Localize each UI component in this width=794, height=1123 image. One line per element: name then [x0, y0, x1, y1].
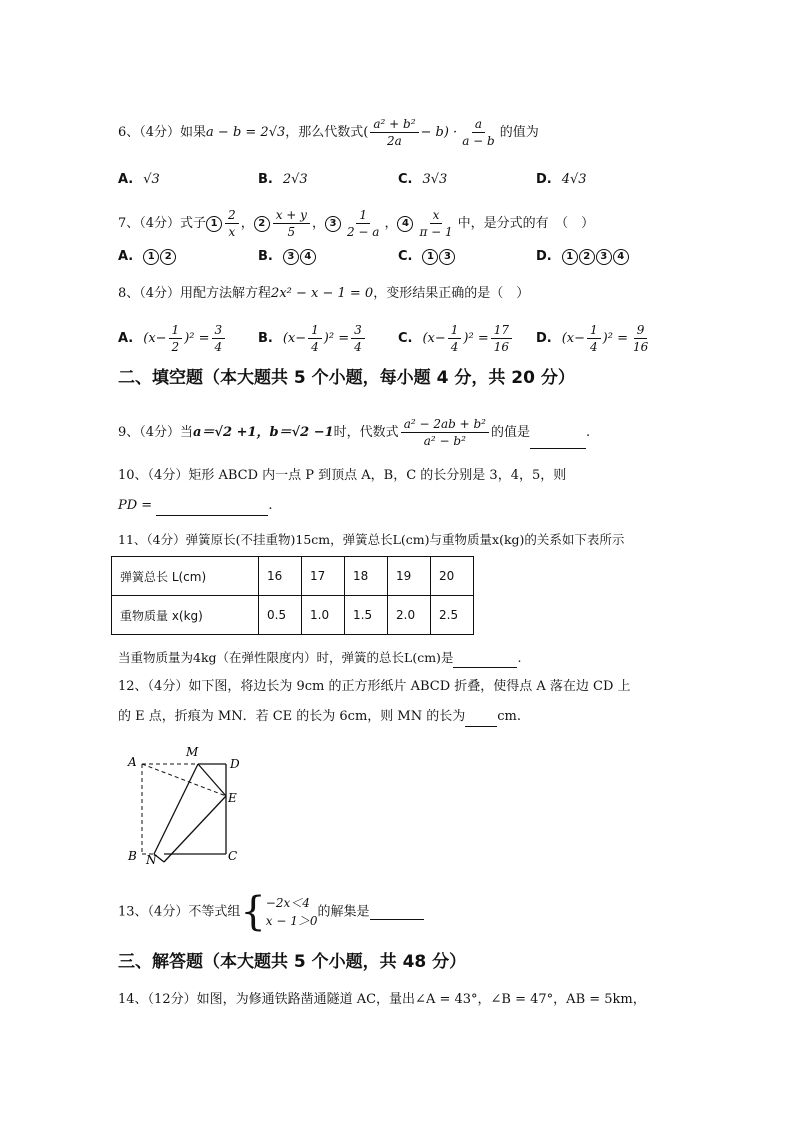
q8-d-rden: 16 — [632, 340, 649, 354]
q12-line2-text: 的 E 点，折痕为 MN．若 CE 的长为 6cm，则 MN 的长为 — [118, 709, 466, 724]
q6-option-a-label: A. — [118, 172, 134, 187]
q7-item-4-den: π − 1 — [419, 225, 453, 239]
label-m: M — [186, 745, 199, 759]
q7-b-mark-2: 4 — [300, 249, 316, 265]
q8-b-den: 4 — [311, 340, 319, 354]
q11-cell: 1.0 — [302, 596, 345, 635]
q7-item-4-num: x — [430, 207, 443, 224]
q7-option-b-label: B. — [258, 249, 273, 264]
q8-option-c-label: C. — [398, 331, 413, 346]
label-c: C — [228, 849, 238, 863]
q6-option-a[interactable] — [118, 170, 160, 190]
q11-stem: 11、（4分）弹簧原长(不挂重物)15cm，弹簧总长L(cm)与重物质量x(kg)的关系如下表所示 — [118, 532, 625, 547]
q7-stem: 7、（4分）式子 1 $\frac{2}{x}$ ， 2 $\frac{x + y}{5}$ ， 3 $\frac{1}{2 - a}$ ， 4 $\frac{x}{\pi - 1}$ 中，是分式的有 （ ） — [118, 208, 595, 239]
crease-mn — [154, 764, 198, 854]
q7-item-2-den: 5 — [287, 225, 296, 239]
q11-row1-head: 弹簧总长 L(cm) — [112, 557, 259, 596]
table-row — [112, 557, 474, 596]
q7-option-a[interactable] — [118, 247, 177, 267]
q8-option-b-label: B. — [258, 331, 273, 346]
q7-mark-4: 4 — [397, 216, 413, 232]
q9-mid: 时，代数式 — [333, 425, 399, 440]
q10-line2 — [118, 496, 272, 516]
q6-fraction-2 — [459, 116, 498, 149]
q7-item-1-den: x — [228, 225, 236, 239]
q12-answer-blank[interactable] — [465, 712, 497, 727]
q8-b-frac — [308, 322, 322, 355]
q7-a-mark-2: 2 — [160, 249, 176, 265]
q8-b-rden: 4 — [354, 340, 362, 354]
q6-option-b-label: B. — [258, 172, 273, 187]
q8-c-den: 4 — [450, 340, 459, 354]
label-d: D — [230, 757, 240, 771]
q7-item-2-num: x + y — [273, 207, 310, 224]
q7-item-3 — [344, 207, 382, 240]
q12-fold-diagram — [120, 740, 250, 870]
fold-me — [198, 764, 226, 796]
q9-answer-blank[interactable] — [530, 434, 586, 449]
q11-cell: 19 — [388, 557, 431, 596]
q6-frac2-num: a — [472, 116, 485, 133]
q8-c-frac — [448, 322, 462, 355]
q7-item-3-num: 1 — [356, 207, 370, 224]
q9-den: a² − b² — [423, 434, 466, 448]
q8-a-frac — [169, 322, 183, 355]
q7-option-a-label: A. — [118, 249, 134, 264]
q6-frac2-den: a − b — [462, 134, 495, 148]
q14-stem: 14、（12分）如图，为修通铁路凿通隧道 AC，量出∠A = 43°，∠B = 47°，AB = 5km， — [118, 992, 646, 1007]
q7-item-1 — [225, 207, 239, 240]
q8-a-rhs — [212, 322, 226, 355]
q7-stem-a: 7、（4分）式子 — [118, 216, 207, 231]
q6-stem-b: 的值为 — [499, 125, 539, 140]
label-e: E — [228, 791, 237, 805]
q7-c-mark-1: 1 — [422, 249, 438, 265]
q7-d-mark-4: 4 — [613, 249, 629, 265]
q13-stem-b: 的解集是 — [317, 904, 370, 920]
q6-fraction-1 — [370, 116, 418, 149]
q11-cell: 20 — [431, 557, 474, 596]
q8-stem-a: 8、（4分）用配方法解方程 — [118, 286, 272, 301]
q8-b-num: 1 — [308, 322, 322, 339]
q8-d-rhs — [630, 322, 651, 355]
q9-values: a＝√2 +1，b＝√2 −1 — [193, 425, 334, 440]
q13-answer-blank[interactable] — [370, 905, 424, 920]
q7-a-mark-1: 1 — [143, 249, 159, 265]
q8-a-rden: 4 — [214, 340, 223, 354]
q7-mark-3: 3 — [325, 216, 341, 232]
label-b: B — [128, 849, 137, 863]
q7-d-mark-1: 1 — [562, 249, 578, 265]
q8-c-num: 1 — [448, 322, 462, 339]
q8-option-a[interactable]: A. (x− $\frac{1}{2}$ )² = $\frac{3}{4}$ — [118, 322, 227, 355]
q9-end: . — [586, 425, 591, 440]
q11-answer-blank[interactable] — [453, 653, 517, 668]
q6-frac1-num: a² + b² — [370, 116, 418, 133]
q11-cell: 0.5 — [259, 596, 302, 635]
q6-option-c-label: C. — [398, 172, 413, 187]
q13-brace: { — [240, 889, 266, 935]
q7-mark-2: 2 — [254, 216, 270, 232]
q8-option-c[interactable]: C. (x− $\frac{1}{4}$ )² = $\frac{17}{16}$ — [398, 322, 514, 355]
q8-c-rnum: 17 — [491, 322, 512, 339]
q8-option-a-label: A. — [118, 331, 134, 346]
q8-d-den: 4 — [590, 340, 598, 354]
q12-line2 — [118, 707, 521, 727]
q13-stem-a: 13、（4分）不等式组 — [118, 904, 241, 920]
q8-a-num: 1 — [169, 322, 183, 339]
q6-expr-open: ( — [363, 125, 369, 140]
q7-item-4 — [416, 207, 455, 240]
q8-a-den: 2 — [171, 340, 180, 354]
q7-option-b[interactable] — [258, 247, 317, 267]
q6-condition: a − b = 2√3 — [206, 125, 286, 140]
q11-cell: 16 — [259, 557, 302, 596]
section-2-heading: 二、填空题（本大题共 5 个小题，每小题 4 分，共 20 分） — [118, 368, 575, 388]
q7-item-1-num: 2 — [225, 207, 239, 224]
q13-stem — [118, 889, 424, 935]
q11-cell: 17 — [302, 557, 345, 596]
q10-end: . — [268, 498, 273, 513]
q6-option-b[interactable] — [258, 170, 308, 190]
q8-stem-b: ，变形结果正确的是（ ） — [373, 286, 530, 301]
q7-d-mark-2: 2 — [579, 249, 595, 265]
q8-option-d[interactable]: D. (x− $\frac{1}{4}$ )² = $\frac{9}{16}$ — [536, 322, 653, 355]
q8-d-rnum: 9 — [634, 322, 648, 339]
q8-option-d-label: D. — [536, 331, 552, 346]
q7-option-c-label: C. — [398, 249, 413, 264]
fold-e-b — [164, 796, 226, 862]
section-3-heading: 三、解答题（本大题共 5 个小题，共 48 分） — [118, 952, 467, 972]
q10-pd: PD = — [118, 498, 153, 513]
q6-expr-tail: − b) · — [420, 125, 458, 140]
q8-d-num: 1 — [587, 322, 601, 339]
q9-fraction — [401, 416, 489, 449]
q11-after-text: 当重物质量为4kg（在弹性限度内）时，弹簧的总长L(cm)是 — [118, 650, 454, 665]
q6-option-d-label: D. — [536, 172, 552, 187]
q8-d-frac — [587, 322, 601, 355]
q9-num: a² − 2ab + b² — [401, 416, 489, 433]
q13-ineq-1: −2x＜4 — [265, 896, 310, 910]
q6-option-d[interactable] — [536, 170, 587, 190]
q7-item-3-den: 2 − a — [346, 225, 380, 239]
q6-frac1-den: 2a — [387, 134, 402, 148]
q11-end: . — [517, 650, 522, 665]
q9-stem-b: 的值是 — [490, 425, 530, 440]
q8-c-rden: 16 — [493, 340, 510, 354]
q11-cell: 2.0 — [388, 596, 431, 635]
q6-stem — [118, 116, 539, 149]
q11-cell: 18 — [345, 557, 388, 596]
q11-after — [118, 648, 521, 668]
q13-ineq-2: x − 1＞0 — [265, 914, 318, 928]
q7-b-mark-1: 3 — [283, 249, 299, 265]
q7-stem-b: 中，是分式的有 （ ） — [457, 216, 595, 231]
q11-row2-head: 重物质量 x(kg) — [112, 596, 259, 635]
q6-option-b-text: 2√3 — [282, 172, 308, 187]
q10-line1: 10、（4分）矩形 ABCD 内一点 P 到顶点 A，B，C 的长分别是 3，4，5，则 — [118, 468, 567, 483]
q6-mid: ，那么代数式 — [285, 125, 364, 140]
q8-a-rnum: 3 — [212, 322, 226, 339]
q7-option-d-label: D. — [536, 249, 552, 264]
q12-line1: 12、（4分）如下图，将边长为 9cm 的正方形纸片 ABCD 折叠，使得点 A 落在边 CD 上 — [118, 679, 631, 694]
q6-option-c[interactable] — [398, 170, 447, 190]
q13-system — [266, 894, 318, 930]
q8-option-b[interactable]: B. (x− $\frac{1}{4}$ )² = $\frac{3}{4}$ — [258, 322, 367, 355]
q8-equation: 2x² − x − 1 = 0 — [271, 286, 374, 301]
q8-b-rhs — [351, 322, 365, 355]
q9-stem-a: 9、（4分）当 — [118, 425, 194, 440]
q11-cell: 2.5 — [431, 596, 474, 635]
q11-table — [111, 556, 474, 635]
q6-option-d-text: 4√3 — [561, 172, 587, 187]
q12-unit: cm. — [497, 709, 521, 724]
q7-option-d[interactable] — [536, 247, 630, 267]
q7-option-c[interactable] — [398, 247, 456, 267]
q8-c-rhs — [491, 322, 512, 355]
q7-c-mark-2: 3 — [439, 249, 455, 265]
label-n: N — [146, 853, 157, 867]
q6-option-c-text: 3√3 — [422, 172, 448, 187]
q10-answer-blank[interactable] — [156, 501, 268, 516]
q6-stem-a: 6、（4分）如果 — [118, 125, 207, 140]
q7-d-mark-3: 3 — [596, 249, 612, 265]
q11-cell: 1.5 — [345, 596, 388, 635]
q6-option-a-text: √3 — [143, 172, 160, 187]
q7-mark-1: 1 — [206, 216, 222, 232]
table-row — [112, 596, 474, 635]
label-a: A — [128, 755, 137, 769]
q8-b-rnum: 3 — [351, 322, 365, 339]
q8-stem — [118, 284, 529, 304]
q7-item-2 — [273, 207, 310, 240]
q9-stem — [118, 416, 590, 449]
